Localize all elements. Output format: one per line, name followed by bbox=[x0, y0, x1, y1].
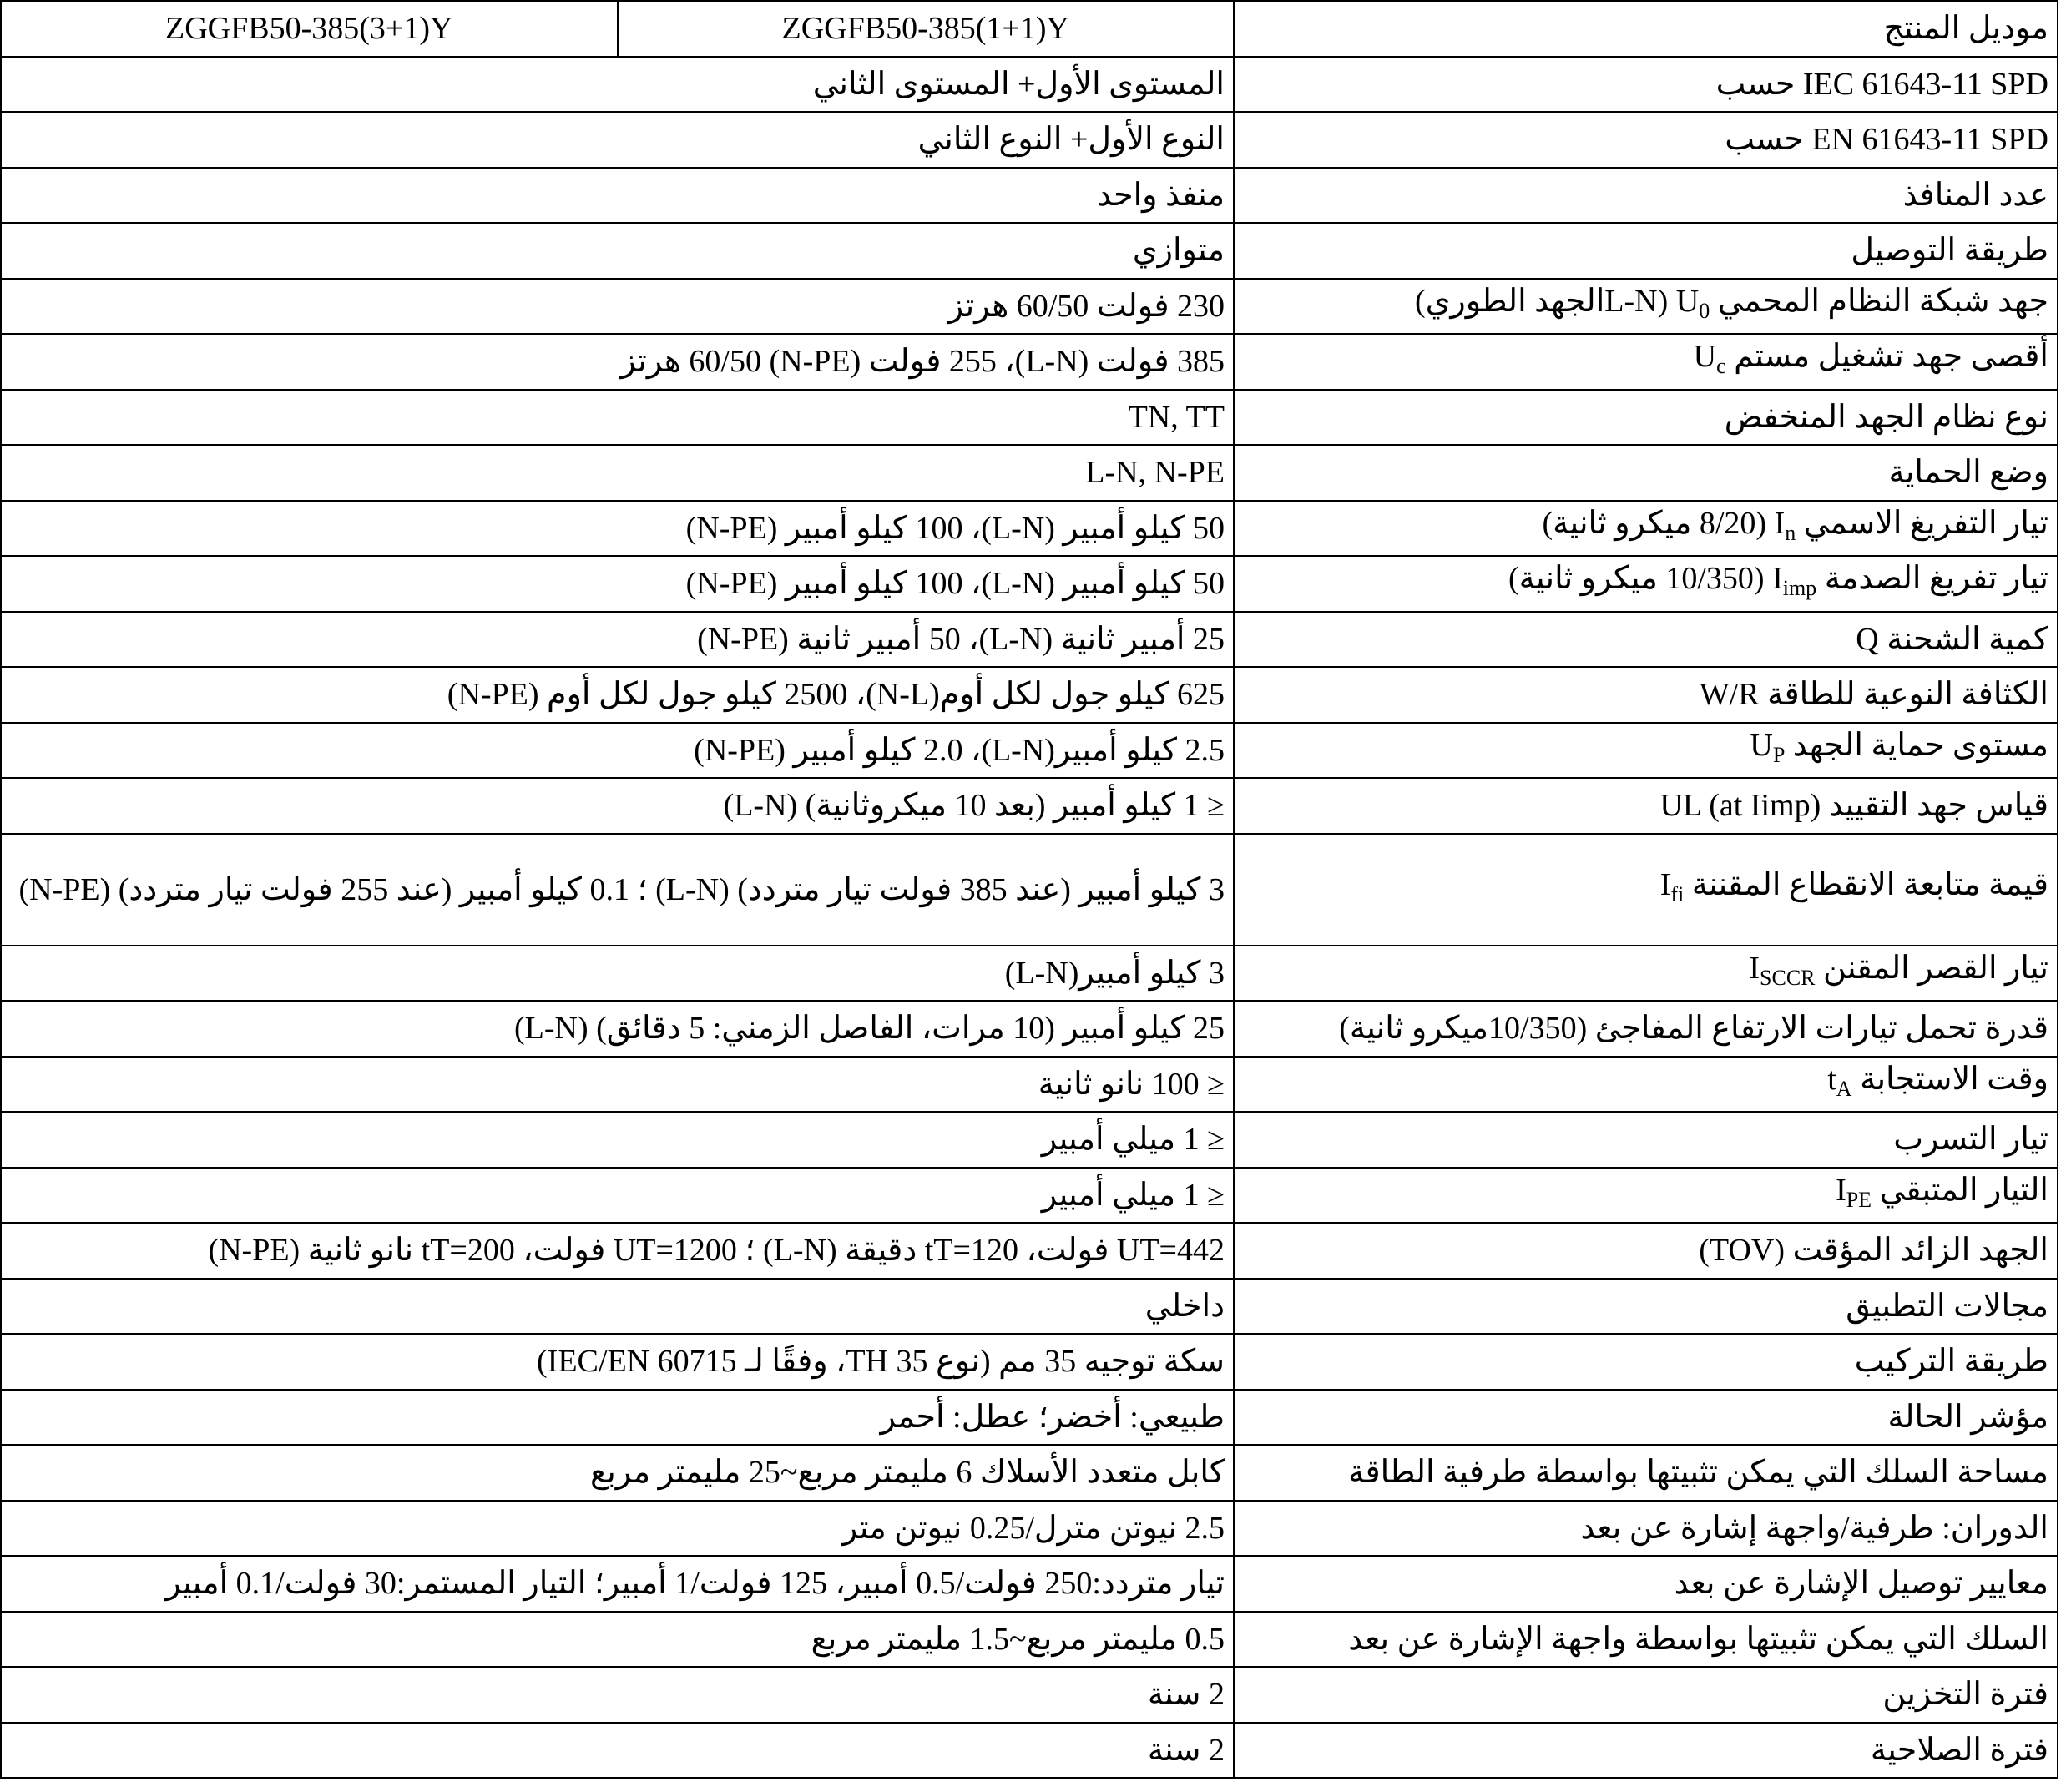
row-label: فترة الصلاحية bbox=[1234, 1723, 2058, 1779]
table-row bbox=[1, 1112, 2058, 1168]
row-label-text: تيار التفريغ الاسمي I bbox=[1774, 505, 2048, 541]
row-value: 3 كيلو أمبير (عند 385 فولت تيار متردد) (L-N) ؛ 0.1 كيلو أمبير (عند 255 فولت تيار متردد) (N-PE) bbox=[1, 834, 1234, 946]
table-row bbox=[1, 223, 2058, 279]
row-value: TN, TT bbox=[1, 390, 1234, 446]
table-row bbox=[1, 1057, 2058, 1113]
row-value: 2.5 نيوتن مترل/0.25 نيوتن متر bbox=[1, 1501, 1234, 1557]
table-row bbox=[1, 168, 2058, 224]
row-value: 230 فولت 60/50 هرتز bbox=[1, 279, 1234, 335]
row-value: طبيعي: أخضر؛ عطل: أحمر bbox=[1, 1390, 1234, 1446]
row-label: تيار التسرب bbox=[1234, 1112, 2058, 1168]
row-label-suffix: (8/20 ميكرو ثانية) bbox=[1542, 505, 1775, 541]
table-row bbox=[1, 1390, 2058, 1446]
row-value: داخلي bbox=[1, 1279, 1234, 1335]
row-label-group bbox=[1749, 950, 2048, 990]
row-value: تيار متردد:250 فولت/0.5 أمبير، 125 فولت/1 أمبير؛ التيار المستمر:30 فولت/0.1 أمبير bbox=[1, 1556, 1234, 1612]
row-value: 0.5 مليمتر مربع~1.5 مليمتر مربع bbox=[1, 1612, 1234, 1668]
row-label: السلك التي يمكن تثبيتها بواسطة واجهة الإشارة عن بعد bbox=[1234, 1612, 2058, 1668]
row-label-group bbox=[1508, 561, 2048, 601]
row-label-subscript: n bbox=[1785, 520, 1796, 545]
row-label: طريقة التركيب bbox=[1234, 1334, 2058, 1390]
row-value: 625 كيلو جول لكل أوم(N-L)، 2500 كيلو جول لكل أوم (N-PE) bbox=[1, 667, 1234, 723]
row-label-text: تيار القصر المقنن I bbox=[1749, 950, 2048, 986]
row-value: 50 كيلو أمبير (L-N)، 100 كيلو أمبير (N-PE) bbox=[1, 501, 1234, 557]
table-row bbox=[1, 1168, 2058, 1224]
row-label-group bbox=[1827, 1061, 2048, 1101]
row-label bbox=[1234, 556, 2058, 612]
row-label-suffix: (L-Nالجهد الطوري) bbox=[1414, 283, 1676, 319]
row-label-group bbox=[1836, 1172, 2048, 1212]
row-value: 25 أمبير ثانية (L-N)، 50 أمبير ثانية (N-PE) bbox=[1, 612, 1234, 668]
row-value: منفذ واحد bbox=[1, 168, 1234, 224]
table-row bbox=[1, 667, 2058, 723]
row-value: 2.5 كيلو أمبير(L-N)، 2.0 كيلو أمبير (N-PE) bbox=[1, 723, 1234, 779]
row-label-subscript: PE bbox=[1846, 1187, 1872, 1212]
row-label: فترة التخزين bbox=[1234, 1667, 2058, 1723]
table-row bbox=[1, 1445, 2058, 1501]
row-label-group bbox=[1750, 727, 2048, 767]
model-1-cell: ZGGFB50-385(1+1)Y bbox=[618, 1, 1235, 57]
row-label bbox=[1234, 279, 2058, 335]
table-row bbox=[1, 1223, 2058, 1279]
table-row bbox=[1, 445, 2058, 501]
row-label: مؤشر الحالة bbox=[1234, 1390, 2058, 1446]
row-label-text: أقصى جهد تشغيل مستم U bbox=[1693, 339, 2048, 375]
row-label-text: قيمة متابعة الانقطاع المقننة I bbox=[1659, 866, 2048, 902]
row-label: الدوران: طرفية/واجهة إشارة عن بعد bbox=[1234, 1501, 2058, 1557]
row-value: ≤ 1 كيلو أمبير (بعد 10 ميكروثانية) (L-N) bbox=[1, 778, 1234, 834]
model-2-cell: ZGGFB50-385(3+1)Y bbox=[1, 1, 618, 57]
row-label-text: تيار تفريغ الصدمة I bbox=[1772, 561, 2048, 597]
table-row bbox=[1, 334, 2058, 390]
row-label bbox=[1234, 334, 2058, 390]
row-label-group bbox=[1693, 339, 2048, 379]
row-label-text: مستوى حماية الجهد U bbox=[1750, 727, 2048, 763]
row-label: عدد المنافذ bbox=[1234, 168, 2058, 224]
row-label-subscript: SCCR bbox=[1760, 965, 1816, 990]
table-row bbox=[1, 834, 2058, 946]
row-label-text: جهد شبكة النظام المحمي U bbox=[1675, 283, 2048, 319]
row-value: متوازي bbox=[1, 223, 1234, 279]
header-label-cell: موديل المنتج bbox=[1234, 1, 2058, 57]
table-row bbox=[1, 723, 2058, 779]
row-label bbox=[1234, 1057, 2058, 1113]
row-label: طريقة التوصيل bbox=[1234, 223, 2058, 279]
row-value: ≤ 1 ميلي أمبير bbox=[1, 1168, 1234, 1224]
row-label: كمية الشحنة Q bbox=[1234, 612, 2058, 668]
row-label-subscript: A bbox=[1836, 1076, 1852, 1101]
row-label-suffix: (10/350 ميكرو ثانية) bbox=[1508, 561, 1773, 597]
row-label-subscript: P bbox=[1772, 742, 1786, 767]
row-label: معايير توصيل الإشارة عن بعد bbox=[1234, 1556, 2058, 1612]
row-value: 2 سنة bbox=[1, 1723, 1234, 1779]
row-label: قدرة تحمل تيارات الارتفاع المفاجئ (10/350ميكرو ثانية) bbox=[1234, 1001, 2058, 1057]
row-label: الكثافة النوعية للطاقة W/R bbox=[1234, 667, 2058, 723]
row-value: المستوى الأول+ المستوى الثاني bbox=[1, 57, 1234, 113]
row-value: 2 سنة bbox=[1, 1667, 1234, 1723]
row-value: ≤ 1 ميلي أمبير bbox=[1, 1112, 1234, 1168]
row-value: UT=442 فولت، tT=120 دقيقة (L-N) ؛ UT=1200 فولت، tT=200 نانو ثانية (N-PE) bbox=[1, 1223, 1234, 1279]
row-label: مساحة السلك التي يمكن تثبيتها بواسطة طرفية الطاقة bbox=[1234, 1445, 2058, 1501]
row-label-text: وقت الاستجابة t bbox=[1827, 1061, 2048, 1097]
row-value: ≤ 100 نانو ثانية bbox=[1, 1057, 1234, 1113]
spec-table-body bbox=[1, 1, 2058, 1778]
table-header-row bbox=[1, 1, 2058, 57]
row-label bbox=[1234, 834, 2058, 946]
row-label-text: التيار المتبقي I bbox=[1836, 1172, 2048, 1208]
table-row bbox=[1, 946, 2058, 1002]
row-label-group bbox=[1542, 505, 2048, 545]
row-label: نوع نظام الجهد المنخفض bbox=[1234, 390, 2058, 446]
row-label bbox=[1234, 1168, 2058, 1224]
row-label: وضع الحماية bbox=[1234, 445, 2058, 501]
table-row bbox=[1, 1612, 2058, 1668]
row-label-subscript: fi bbox=[1670, 881, 1685, 906]
row-label-subscript: 0 bbox=[1699, 298, 1710, 323]
table-row bbox=[1, 501, 2058, 557]
row-label-subscript: imp bbox=[1782, 576, 1817, 601]
row-label bbox=[1234, 501, 2058, 557]
row-label bbox=[1234, 723, 2058, 779]
table-row bbox=[1, 612, 2058, 668]
table-row bbox=[1, 778, 2058, 834]
row-value: كابل متعدد الأسلاك 6 مليمتر مربع~25 مليمتر مربع bbox=[1, 1445, 1234, 1501]
table-row bbox=[1, 390, 2058, 446]
row-label: EN 61643-11 SPD حسب bbox=[1234, 112, 2058, 168]
row-value: النوع الأول+ النوع الثاني bbox=[1, 112, 1234, 168]
row-label: قياس جهد التقييد UL (at Iimp) bbox=[1234, 778, 2058, 834]
table-row bbox=[1, 112, 2058, 168]
row-label: مجالات التطبيق bbox=[1234, 1279, 2058, 1335]
table-row bbox=[1, 1001, 2058, 1057]
table-row bbox=[1, 1334, 2058, 1390]
row-value: 25 كيلو أمبير (10 مرات، الفاصل الزمني: 5 دقائق) (L-N) bbox=[1, 1001, 1234, 1057]
table-row bbox=[1, 279, 2058, 335]
row-value: سكة توجيه 35 مم (نوع TH 35، وفقًا لـ IEC/EN 60715) bbox=[1, 1334, 1234, 1390]
table-row bbox=[1, 1723, 2058, 1779]
row-value: 50 كيلو أمبير (L-N)، 100 كيلو أمبير (N-PE) bbox=[1, 556, 1234, 612]
table-row bbox=[1, 1556, 2058, 1612]
row-label: IEC 61643-11 SPD حسب bbox=[1234, 57, 2058, 113]
row-label-subscript: c bbox=[1716, 354, 1726, 379]
table-row bbox=[1, 1501, 2058, 1557]
table-row bbox=[1, 1279, 2058, 1335]
row-label: الجهد الزائد المؤقت (TOV) bbox=[1234, 1223, 2058, 1279]
row-label-group bbox=[1414, 283, 2048, 323]
row-value: 385 فولت (L-N)، 255 فولت (N-PE) 60/50 هرتز bbox=[1, 334, 1234, 390]
row-label bbox=[1234, 946, 2058, 1002]
row-value: L-N, N-PE bbox=[1, 445, 1234, 501]
table-row bbox=[1, 556, 2058, 612]
row-value: 3 كيلو أمبير(L-N) bbox=[1, 946, 1234, 1002]
table-row bbox=[1, 57, 2058, 113]
row-label-group bbox=[1659, 866, 2048, 906]
table-row bbox=[1, 1667, 2058, 1723]
